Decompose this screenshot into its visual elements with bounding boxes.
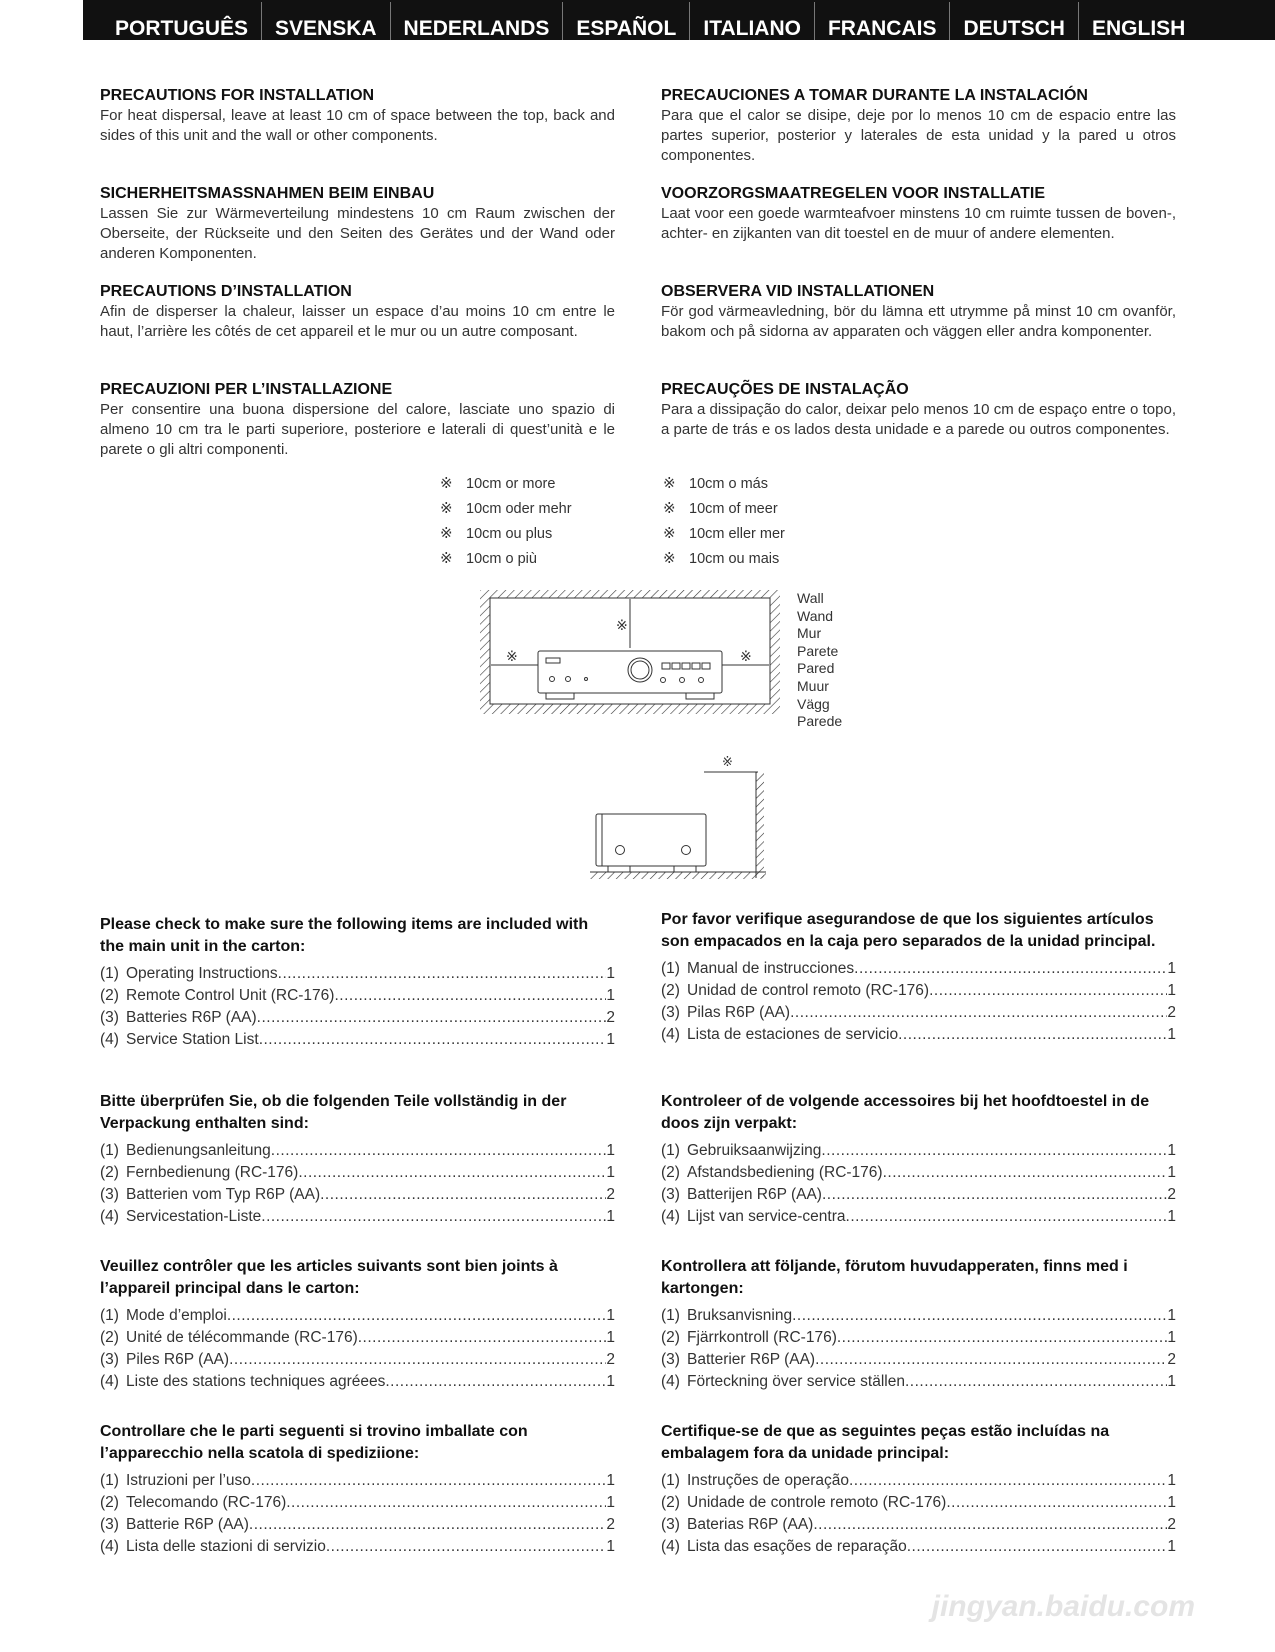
section-text: Laat voor een goede warmteafvoer minstens 10 cm ruimte tussen de boven-, achter- en zijkanten van dit toestel en de muur of andere elementen. (661, 205, 1176, 242)
list-item: (3) Baterias R6P (AA) ..... 2 (661, 1514, 1176, 1536)
measure-legend-right (663, 471, 785, 571)
receiver-front (538, 651, 722, 699)
section-title: OBSERVERA VID INSTALLATIONEN (661, 283, 935, 300)
section-title: PRECAUTIONS FOR INSTALLATION (100, 87, 375, 104)
list-item: (2) Afstandsbediening (RC-176) ..... 1 (661, 1162, 1176, 1184)
marker-icon: ※ (663, 525, 676, 542)
marker-icon: ※ (440, 475, 453, 492)
checklist-title: Please check to make sure the following items are included with the main unit in the carton: (100, 916, 589, 955)
wall-labels (797, 590, 842, 731)
checklist-title: Veuillez contrôler que les articles suivants sont bien joints à l’appareil principal dans le carton: (100, 1258, 558, 1297)
legend-row (440, 496, 572, 521)
side-wall-hatch (756, 772, 764, 878)
precaution-section (661, 184, 1176, 244)
marker-icon: ※ (663, 500, 676, 517)
legend-text: 10cm or more (466, 476, 556, 492)
checklist-title: Kontroleer of de volgende accessoires bij het hoofdtoestel in de doos zijn verpakt: (661, 1093, 1150, 1132)
floor-hatch (590, 872, 766, 879)
language-bar (83, 0, 1275, 40)
lang-label: SVENSKA (262, 2, 391, 40)
list-item: (3) Batterier R6P (AA) ..... 2 (661, 1349, 1176, 1371)
list-item: (1) Gebruiksaanwijzing ..... 1 (661, 1140, 1176, 1162)
list-item: (3) Pilas R6P (AA) ..... 2 (661, 1002, 1176, 1024)
checklist (661, 1421, 1176, 1558)
marker-icon: ※ (440, 550, 453, 567)
checklist-title: Por favor verifique asegurandose de que los siguientes artículos son empacados en la caja pero separados de la unidad principal. (661, 911, 1156, 950)
legend-text: 10cm o più (466, 551, 537, 567)
checklist (661, 1256, 1176, 1393)
list-item: (2) Unité de télécommande (RC-176) ..... 1 (100, 1327, 615, 1349)
legend-text: 10cm o más (689, 476, 768, 492)
lang-label: ITALIANO (690, 2, 815, 40)
checklist (100, 914, 615, 1051)
checklist (661, 1091, 1176, 1228)
list-item: (1) Istruzioni per l’uso ..... 1 (100, 1470, 615, 1492)
section-text: Afin de disperser la chaleur, laisser un espace d’au moins 10 cm entre le haut, l’arrière les côtés de cet appareil et le mur ou un autre composant. (100, 303, 615, 340)
list-item: (1) Mode d’emploi ..... 1 (100, 1305, 615, 1327)
marker-icon: ※ (440, 500, 453, 517)
list-item: (3) Batterijen R6P (AA) ..... 2 (661, 1184, 1176, 1206)
section-title: PRECAUCIONES A TOMAR DURANTE LA INSTALACIÓN (661, 87, 1088, 104)
list-item: (4) Servicestation-Liste ..... 1 (100, 1206, 615, 1228)
checklist-title: Bitte überprüfen Sie, ob die folgenden Teile vollständig in der Verpackung enthalten sind: (100, 1093, 567, 1132)
legend-text: 10cm eller mer (689, 526, 785, 542)
section-text: For heat dispersal, leave at least 10 cm of space between the top, back and sides of this unit and the wall or other components. (100, 107, 615, 144)
marker-icon: ※ (663, 475, 676, 492)
checklist (100, 1421, 615, 1558)
list-item: (2) Telecomando (RC-176) ..... 1 (100, 1492, 615, 1514)
precaution-section (100, 86, 615, 146)
precaution-section (661, 86, 1176, 166)
front-installation-diagram (480, 590, 790, 720)
list-item: (4) Lijst van service-centra ..... 1 (661, 1206, 1176, 1228)
checklist-title: Certifique-se de que as seguintes peças estão incluídas na embalagem fora da unidade principal: (661, 1423, 1110, 1462)
list-item: (4) Lista das esações de reparação ..... 1 (661, 1536, 1176, 1558)
marker-icon: ※ (663, 550, 676, 567)
section-text: Per consentire una buona dispersione del calore, lasciate uno spazio di almeno 10 cm tra le parti superiore, posteriore e laterali di quest’unità e le parete o gli altri componenti. (100, 401, 615, 458)
list-item: (4) Förteckning över service ställen ..... 1 (661, 1371, 1176, 1393)
receiver-side (596, 814, 706, 872)
legend-row (440, 546, 572, 571)
list-item: (1) Instruções de operação ..... 1 (661, 1470, 1176, 1492)
list-item: (1) Bedienungsanleitung ..... 1 (100, 1140, 615, 1162)
wall-label: Parete (797, 642, 839, 659)
section-text: Para a dissipação do calor, deixar pelo menos 10 cm de espaço entre o topo, a parte de trás e os lados desta unidade e a parede ou outros componentes. (661, 401, 1176, 438)
section-title: PRECAUTIONS D’INSTALLATION (100, 283, 352, 300)
legend-row (663, 521, 785, 546)
list-item: (1) Operating Instructions ..... 1 (100, 963, 615, 985)
list-item: (4) Lista delle stazioni di servizio ..... 1 (100, 1536, 615, 1558)
wall-label: Mur (797, 625, 822, 642)
lang-label: PORTUGUÊS (83, 2, 262, 40)
list-item: (2) Fernbedienung (RC-176) ..... 1 (100, 1162, 615, 1184)
svg-text:※: ※ (616, 618, 628, 634)
precaution-section (100, 282, 615, 342)
legend-text: 10cm of meer (689, 501, 778, 517)
legend-row (663, 496, 785, 521)
section-title: PRECAUÇÕES DE INSTALAÇÃO (661, 381, 909, 398)
legend-row (440, 521, 572, 546)
watermark: jingyan.baidu.com (931, 1590, 1195, 1623)
precaution-section (100, 380, 615, 460)
list-item: (3) Batterie R6P (AA) ..... 2 (100, 1514, 615, 1536)
checklist-title: Kontrollera att följande, förutom huvudapperaten, finns med i kartongen: (661, 1258, 1128, 1297)
wall-label: Wand (797, 607, 834, 624)
checklist-title: Controllare che le parti seguenti si trovino imballate con l’apparecchio nella scatola di spediziione: (100, 1423, 528, 1462)
list-item: (3) Piles R6P (AA) ..... 2 (100, 1349, 615, 1371)
checklist (100, 1091, 615, 1228)
lang-label: FRANCAIS (815, 2, 951, 40)
list-item: (2) Fjärrkontroll (RC-176) ..... 1 (661, 1327, 1176, 1349)
section-title: SICHERHEITSMASSNAHMEN BEIM EINBAU (100, 185, 435, 202)
svg-text:※: ※ (506, 649, 518, 665)
wall-label: Parede (797, 713, 843, 730)
list-item: (2) Unidade de controle remoto (RC-176) ..... 1 (661, 1492, 1176, 1514)
legend-row (663, 546, 785, 571)
checklist (661, 909, 1176, 1046)
section-title: PRECAUZIONI PER L’INSTALLAZIONE (100, 381, 393, 398)
lang-label: DEUTSCH (950, 2, 1079, 40)
list-item: (2) Remote Control Unit (RC-176) ..... 1 (100, 985, 615, 1007)
legend-text: 10cm ou plus (466, 526, 553, 542)
section-text: För god värmeavledning, bör du lämna ett utrymme på minst 10 cm ovanför, bakom och på sidorna av apparaten och väggen eller andra komponenter. (661, 303, 1176, 340)
precaution-section (100, 184, 615, 264)
list-item: (1) Bruksanvisning ..... 1 (661, 1305, 1176, 1327)
section-title: VOORZORGSMAATREGELEN VOOR INSTALLATIE (661, 185, 1045, 202)
list-item: (2) Unidad de control remoto (RC-176) ..... 1 (661, 980, 1176, 1002)
checklist (100, 1256, 615, 1393)
measure-legend-left (440, 471, 572, 571)
lang-label: ENGLISH (1091, 17, 1186, 40)
wall-label: Muur (797, 677, 829, 694)
lang-label: NEDERLANDS (391, 2, 564, 40)
side-installation-diagram (590, 752, 770, 882)
wall-label: Vägg (797, 695, 830, 712)
marker-icon: ※ (440, 525, 453, 542)
svg-text:※: ※ (740, 649, 752, 665)
section-text: Lassen Sie zur Wärmeverteilung mindestens 10 cm Raum zwischen der Oberseite, der Rückseite und den Seiten des Gerätes und der Wand oder anderen Komponenten. (100, 205, 615, 262)
list-item: (1) Manual de instrucciones ..... 1 (661, 958, 1176, 980)
svg-text:※: ※ (722, 755, 733, 770)
legend-text: 10cm oder mehr (466, 501, 572, 517)
precaution-section (661, 380, 1176, 440)
legend-text: 10cm ou mais (689, 551, 780, 567)
precaution-section (661, 282, 1176, 342)
section-text: Para que el calor se disipe, deje por lo menos 10 cm de espacio entre las partes superior, posterior y laterales de esta unidad y la pared u otros componentes. (661, 107, 1176, 164)
wall-label: Wall (797, 590, 824, 606)
wall-label: Pared (797, 660, 835, 677)
list-item: (4) Liste des stations techniques agréees ..... 1 (100, 1371, 615, 1393)
list-item: (4) Lista de estaciones de servicio ..... 1 (661, 1024, 1176, 1046)
legend-row (440, 471, 572, 496)
legend-row (663, 471, 785, 496)
lang-label: ESPAÑOL (563, 2, 690, 40)
list-item: (3) Batteries R6P (AA) ..... 2 (100, 1007, 615, 1029)
list-item: (3) Batterien vom Typ R6P (AA) ..... 2 (100, 1184, 615, 1206)
list-item: (4) Service Station List ..... 1 (100, 1029, 615, 1051)
